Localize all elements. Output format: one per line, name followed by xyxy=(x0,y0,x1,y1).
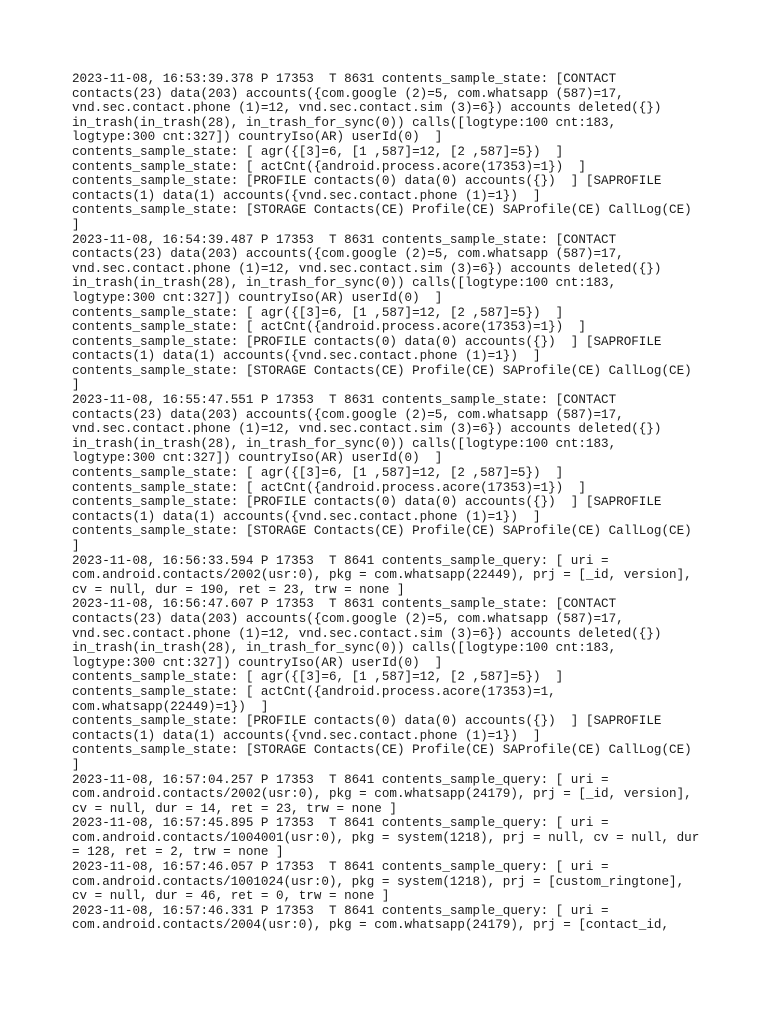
log-line: 2023-11-08, 16:56:33.594 P 17353 T 8641 contents_sample_query: [ uri = xyxy=(72,553,609,568)
log-line: logtype:300 cnt:327]) countryIso(AR) userId(0) ] xyxy=(72,655,443,670)
log-line: cv = null, dur = 14, ret = 23, trw = none ] xyxy=(72,801,397,816)
log-line: com.android.contacts/1004001(usr:0), pkg = system(1218), prj = null, cv = null, dur xyxy=(72,830,700,845)
log-line: cv = null, dur = 190, ret = 23, trw = none ] xyxy=(72,582,405,597)
log-line: vnd.sec.contact.phone (1)=12, vnd.sec.contact.sim (3)=6}) accounts deleted({}) xyxy=(72,626,662,641)
log-line: com.android.contacts/1001024(usr:0), pkg = system(1218), prj = [custom_ringtone], xyxy=(72,874,685,889)
log-line: logtype:300 cnt:327]) countryIso(AR) userId(0) ] xyxy=(72,290,443,305)
log-line: 2023-11-08, 16:57:46.331 P 17353 T 8641 contents_sample_query: [ uri = xyxy=(72,903,609,918)
log-line: contacts(1) data(1) accounts({vnd.sec.contact.phone (1)=1}) ] xyxy=(72,349,541,364)
log-line: contents_sample_state: [STORAGE Contacts(CE) Profile(CE) SAProfile(CE) CallLog(CE) xyxy=(72,743,692,758)
log-line: contents_sample_state: [STORAGE Contacts(CE) Profile(CE) SAProfile(CE) CallLog(CE) xyxy=(72,203,692,218)
log-line: 2023-11-08, 16:57:46.057 P 17353 T 8641 contents_sample_query: [ uri = xyxy=(72,860,609,875)
log-line: contents_sample_state: [ agr({[3]=6, [1 ,587]=12, [2 ,587]=5}) ] xyxy=(72,305,564,320)
log-line: 2023-11-08, 16:57:45.895 P 17353 T 8641 contents_sample_query: [ uri = xyxy=(72,816,609,831)
log-line: contacts(23) data(203) accounts({com.google (2)=5, com.whatsapp (587)=17, xyxy=(72,611,624,626)
log-line: contents_sample_state: [STORAGE Contacts(CE) Profile(CE) SAProfile(CE) CallLog(CE) xyxy=(72,524,692,539)
log-line: contents_sample_state: [PROFILE contacts(0) data(0) accounts({}) ] [SAPROFILE xyxy=(72,495,662,510)
log-line: com.android.contacts/2002(usr:0), pkg = com.whatsapp(24179), prj = [_id, version], xyxy=(72,787,692,802)
log-line: in_trash(in_trash(28), in_trash_for_sync(0)) calls([logtype:100 cnt:183, xyxy=(72,436,617,451)
log-line: contents_sample_state: [ actCnt({android.process.acore(17353)=1}) ] xyxy=(72,159,586,174)
log-line: 2023-11-08, 16:53:39.378 P 17353 T 8631 contents_sample_state: [CONTACT xyxy=(72,72,617,86)
log-line: contents_sample_state: [ agr({[3]=6, [1 ,587]=12, [2 ,587]=5}) ] xyxy=(72,144,564,159)
log-line: 2023-11-08, 16:54:39.487 P 17353 T 8631 contents_sample_state: [CONTACT xyxy=(72,232,617,247)
log-line: logtype:300 cnt:327]) countryIso(AR) userId(0) ] xyxy=(72,451,443,466)
log-line: 2023-11-08, 16:56:47.607 P 17353 T 8631 contents_sample_state: [CONTACT xyxy=(72,597,617,612)
log-line: in_trash(in_trash(28), in_trash_for_sync(0)) calls([logtype:100 cnt:183, xyxy=(72,276,617,291)
log-line: contacts(1) data(1) accounts({vnd.sec.contact.phone (1)=1}) ] xyxy=(72,509,541,524)
log-line: ] xyxy=(72,378,80,393)
log-line: contents_sample_state: [ actCnt({android.process.acore(17353)=1}) ] xyxy=(72,480,586,495)
log-line: contents_sample_state: [PROFILE contacts(0) data(0) accounts({}) ] [SAPROFILE xyxy=(72,334,662,349)
log-line: contacts(1) data(1) accounts({vnd.sec.contact.phone (1)=1}) ] xyxy=(72,188,541,203)
log-line: contacts(23) data(203) accounts({com.google (2)=5, com.whatsapp (587)=17, xyxy=(72,247,624,262)
log-line: contents_sample_state: [ actCnt({android.process.acore(17353)=1}) ] xyxy=(72,320,586,335)
log-line: com.whatsapp(22449)=1}) ] xyxy=(72,699,269,714)
log-line: contacts(23) data(203) accounts({com.google (2)=5, com.whatsapp (587)=17, xyxy=(72,407,624,422)
log-line: contacts(1) data(1) accounts({vnd.sec.contact.phone (1)=1}) ] xyxy=(72,728,541,743)
log-line: cv = null, dur = 46, ret = 0, trw = none ] xyxy=(72,889,390,904)
log-line: in_trash(in_trash(28), in_trash_for_sync(0)) calls([logtype:100 cnt:183, xyxy=(72,115,617,130)
log-line: contents_sample_state: [PROFILE contacts(0) data(0) accounts({}) ] [SAPROFILE xyxy=(72,174,662,189)
log-line: in_trash(in_trash(28), in_trash_for_sync(0)) calls([logtype:100 cnt:183, xyxy=(72,641,617,656)
log-line: ] xyxy=(72,757,80,772)
log-line: contents_sample_state: [ agr({[3]=6, [1 ,587]=12, [2 ,587]=5}) ] xyxy=(72,466,564,481)
log-line: contacts(23) data(203) accounts({com.google (2)=5, com.whatsapp (587)=17, xyxy=(72,86,624,101)
log-line: ] xyxy=(72,539,80,553)
log-line: contents_sample_state: [STORAGE Contacts(CE) Profile(CE) SAProfile(CE) CallLog(CE) xyxy=(72,363,692,378)
log-line: com.android.contacts/2004(usr:0), pkg = com.whatsapp(24179), prj = [contact_id, xyxy=(72,918,670,933)
log-line: vnd.sec.contact.phone (1)=12, vnd.sec.contact.sim (3)=6}) accounts deleted({}) xyxy=(72,422,662,437)
log-line: = 128, ret = 2, trw = none ] xyxy=(72,845,284,860)
log-line: contents_sample_state: [PROFILE contacts(0) data(0) accounts({}) ] [SAPROFILE xyxy=(72,714,662,729)
log-line: 2023-11-08, 16:57:04.257 P 17353 T 8641 contents_sample_query: [ uri = xyxy=(72,772,609,787)
log-line: 2023-11-08, 16:55:47.551 P 17353 T 8631 contents_sample_state: [CONTACT xyxy=(72,393,617,408)
log-line: contents_sample_state: [ actCnt({android.process.acore(17353)=1, xyxy=(72,684,556,699)
log-line: vnd.sec.contact.phone (1)=12, vnd.sec.contact.sim (3)=6}) accounts deleted({}) xyxy=(72,261,662,276)
log-document xyxy=(72,72,712,933)
log-line: contents_sample_state: [ agr({[3]=6, [1 ,587]=12, [2 ,587]=5}) ] xyxy=(72,670,564,685)
log-line: ] xyxy=(72,217,80,232)
log-line: logtype:300 cnt:327]) countryIso(AR) userId(0) ] xyxy=(72,130,443,145)
log-line: com.android.contacts/2002(usr:0), pkg = com.whatsapp(22449), prj = [_id, version], xyxy=(72,568,692,583)
log-line: vnd.sec.contact.phone (1)=12, vnd.sec.contact.sim (3)=6}) accounts deleted({}) xyxy=(72,101,662,116)
